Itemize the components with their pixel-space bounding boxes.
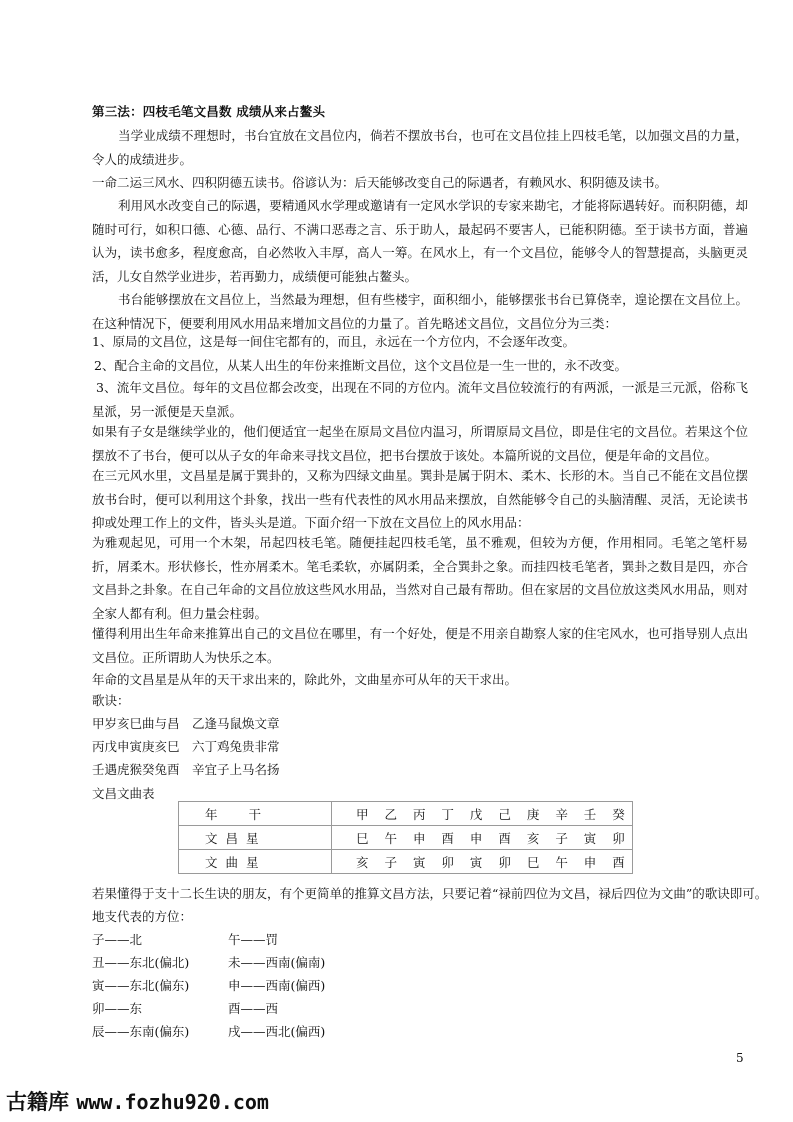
row-values: 甲 乙 丙 丁 戊 己 庚 辛 壬 癸 <box>332 802 633 826</box>
paragraph-3: 利用风水改变自己的际遇，要精通风水学理或邀请有一定风水学识的专家来勘宅，才能将际遇转好。而积阴德，却随时可行，如积口德、心德、品行、不满口恶毒之言、乐于助人，最起码不要害人，已能积阴德。至于读书方面，普遍认为，读书愈多，程度愈高，自必然收入丰厚，高人一筹。在风水上，有一个文昌位，能够令人的智慧提高，头脑更灵活，儿女自然学业进步，若再勤力，成绩便可能独占鳌头。 <box>92 198 748 284</box>
table-caption: 文昌文曲表 <box>92 786 155 801</box>
page-number: 5 <box>736 1051 744 1065</box>
paragraph-9: 年命的文昌星是从年的天干求出来的，除此外，文曲星亦可从年的天干求出。 <box>92 672 518 687</box>
list-item-3: 3、流年文昌位。每年的文昌位都会改变，出现在不同的方位内。流年文昌位较流行的有两派，一派是三元派，俗称飞星派，另一派便是天皇派。 <box>92 380 748 419</box>
row-values: 巳 午 申 酉 申 酉 亥 子 寅 卯 <box>332 826 633 850</box>
directions-label: 地支代表的方位： <box>92 909 193 924</box>
table-row <box>179 826 633 850</box>
row-header: 年 干 <box>179 802 332 826</box>
direction-item: 丑——东北(偏北) <box>92 955 190 970</box>
paragraph-5: 如果有子女是继续学业的，他们便适宜一起坐在原局文昌位内温习，所谓原局文昌位，即是住宅的文昌位。若果这个位摆放不了书台，便可以从子女的年命来寻找文昌位，把书台摆放于该处。本篇所说的文昌位，便是年命的文昌位。 <box>92 424 748 463</box>
direction-item: 子——北 <box>92 932 143 947</box>
footer-url[interactable]: www.fozhu920.com <box>76 1090 269 1114</box>
section-title: 第三法：四枝毛笔文昌数 成绩从来占鳌头 <box>92 104 326 119</box>
direction-item: 申——西南(偏西) <box>228 978 326 993</box>
row-header: 文 昌 星 <box>179 826 332 850</box>
direction-item: 酉——西 <box>228 1001 279 1016</box>
wenchang-wenqu-table <box>178 801 633 874</box>
direction-item: 卯——东 <box>92 1001 143 1016</box>
direction-item: 午——罚 <box>228 932 279 947</box>
direction-item: 戌——西北(偏西) <box>228 1024 326 1039</box>
list-item-2: 2、配合主命的文昌位，从某人出生的年份来推断文昌位，这个文昌位是一生一世的，永不改变。 <box>94 358 627 373</box>
row-values: 亥 子 寅 卯 寅 卯 巳 午 申 酉 <box>332 850 633 874</box>
paragraph-7: 为雅观起见，可用一个木架，吊起四枝毛笔。随便挂起四枝毛笔，虽不雅观，但较为方便，作用相同。毛笔之笔杆易折，屑柔木。形状修长，性亦屑柔木。笔毛柔软，亦属阴柔，全合巽卦之象。而挂四枝毛笔者，巽卦之数目是四，亦合文昌卦之卦象。在自己年命的文昌位放这些风水用品，当然对自己最有帮助。但在家居的文昌位放这类风水用品，则对全家人都有利。但力量会柱弱。 <box>92 535 748 621</box>
footer-watermark <box>6 1086 269 1116</box>
song-line-1: 甲岁亥巳曲与昌 乙逢马鼠焕文章 <box>92 716 280 731</box>
paragraph-1: 当学业成绩不理想时，书台宜放在文昌位内，倘若不摆放书台，也可在文昌位挂上四枝毛笔，以加强文昌的力量，令人的成绩进步。 <box>92 128 748 167</box>
after-table-text: 若果懂得于支十二长生诀的朋友，有个更简单的推算文昌方法，只要记着“禄前四位为文昌，禄后四位为文曲”的歌诀即可。 <box>92 886 768 901</box>
paragraph-4: 书台能够摆放在文昌位上，当然最为理想，但有些楼宇，面积细小，能够摆张书台已算侥幸，遑论摆在文昌位上。在这种情况下，便要利用风水用品来增加文昌位的力量了。首先略述文昌位，文昌位分为三类： <box>92 292 748 331</box>
direction-item: 辰——东南(偏东) <box>92 1024 190 1039</box>
paragraph-6: 在三元风水里，文昌星是属于巽卦的，又称为四绿文曲星。巽卦是属于阴木、柔木、长形的木。当自己不能在文昌位摆放书台时，便可以利用这个卦象，找出一些有代表性的风水用品来摆放，自然能够令自己的头脑清醒、灵活，无论读书抑或处理工作上的文件，皆头头是道。下面介绍一下放在文昌位上的风水用品： <box>92 468 748 530</box>
direction-item: 寅——东北(偏东) <box>92 978 190 993</box>
song-line-2: 丙戊申寅庚亥巳 六丁鸡兔贵非常 <box>92 739 280 754</box>
table-row <box>179 850 633 874</box>
song-line-3: 壬遇虎猴癸兔酉 辛宜子上马名扬 <box>92 762 280 777</box>
footer-site-name: 古籍库 <box>6 1090 69 1114</box>
song-label: 歌诀： <box>92 693 130 708</box>
paragraph-2: 一命二运三风水、四积阴德五读书。俗谚认为：后天能够改变自己的际遇者，有赖风水、积阴德及读书。 <box>92 175 668 190</box>
table-row <box>179 802 633 826</box>
direction-item: 未——西南(偏南) <box>228 955 326 970</box>
paragraph-8: 懂得利用出生年命来推算出自己的文昌位在哪里，有一个好处，便是不用亲自勘察人家的住宅风水，也可指导别人点出文昌位。正所谓助人为快乐之本。 <box>92 626 748 665</box>
row-header: 文 曲 星 <box>179 850 332 874</box>
list-item-1: 1、原局的文昌位，这是每一间住宅都有的，而且，永远在一个方位内，不会逐年改变。 <box>92 334 575 349</box>
